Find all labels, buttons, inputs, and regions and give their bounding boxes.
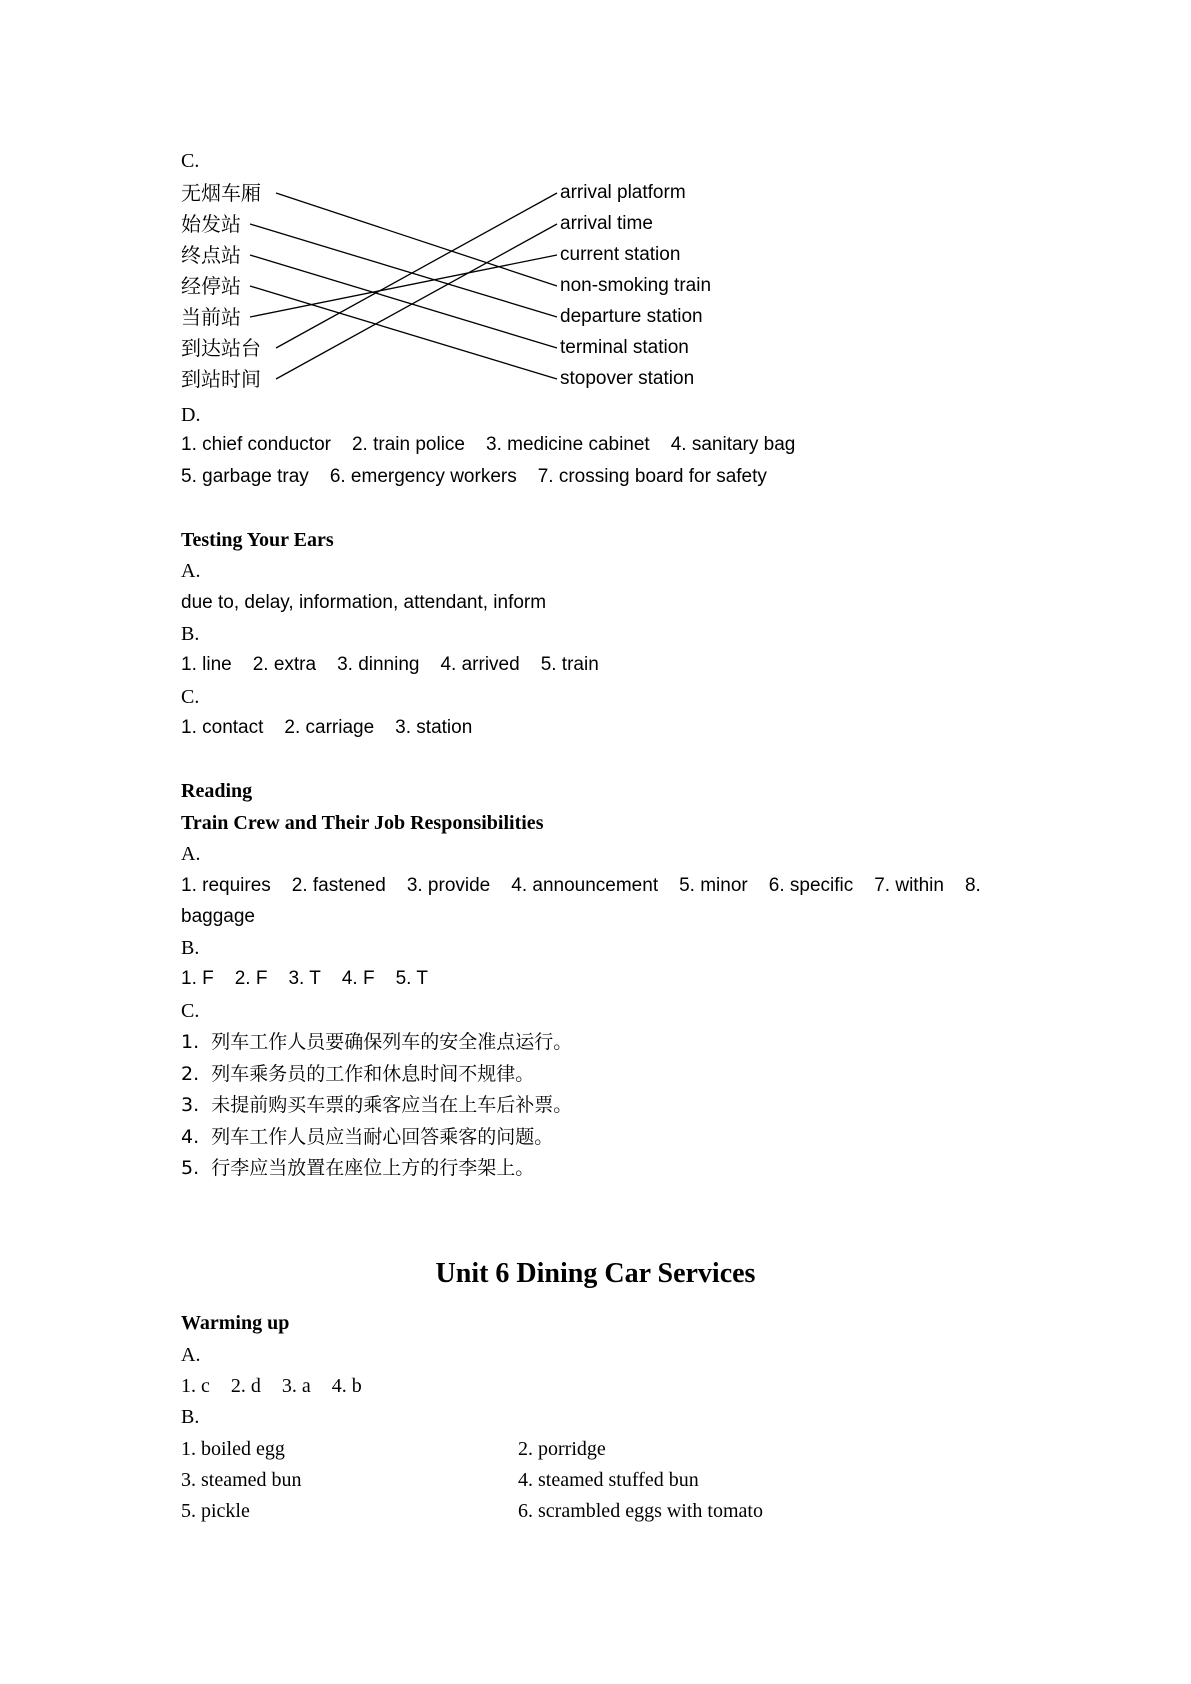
match-left-5: 当前站 <box>181 305 241 329</box>
matching-lines <box>0 0 1191 420</box>
reading-b-items <box>181 967 449 991</box>
match-right-2: arrival time <box>560 213 653 234</box>
match-left-2: 始发站 <box>181 212 241 236</box>
tb-item-1: 1. line <box>181 654 232 675</box>
tc-item-3: 3. station <box>395 717 473 738</box>
d-item-7: 7. crossing board for safety <box>537 466 767 487</box>
warming-b-left-2: 3. steamed bun <box>181 1469 302 1491</box>
match-line-1 <box>276 193 557 286</box>
tb-item-5: 5. train <box>540 654 599 675</box>
warming-b-left-1: 1. boiled egg <box>181 1438 285 1460</box>
section-d-row1 <box>181 433 816 457</box>
match-line-4 <box>250 286 557 379</box>
match-line-5 <box>250 255 557 317</box>
wa-item-2: 2. d <box>230 1375 261 1397</box>
reading-a-items <box>181 874 1002 898</box>
ra-item-2: 2. fastened <box>291 875 386 896</box>
match-left-1: 无烟车厢 <box>181 181 261 205</box>
d-item-3: 3. medicine cabinet <box>486 434 650 455</box>
testing-c-items <box>181 716 493 740</box>
d-item-4: 4. sanitary bag <box>670 434 796 455</box>
reading-c-item-3: 3. 未提前购买车票的乘客应当在上车后补票。 <box>181 1094 573 1116</box>
ra-item-8: 8. <box>964 875 981 896</box>
d-item-1: 1. chief conductor <box>181 434 331 455</box>
warming-a-items <box>181 1374 383 1398</box>
reading-a-wrap: baggage <box>181 906 255 927</box>
reading-subheading: Train Crew and Their Job Responsibilities <box>181 812 544 834</box>
warming-a-label: A. <box>181 1344 201 1366</box>
tc-item-1: 1. contact <box>181 717 264 738</box>
match-left-7: 到站时间 <box>181 367 261 391</box>
rb-item-5: 5. T <box>395 968 428 989</box>
warming-heading: Warming up <box>181 1312 290 1334</box>
rb-item-2: 2. F <box>234 968 268 989</box>
wa-item-3: 3. a <box>281 1375 311 1397</box>
match-line-6 <box>276 193 557 348</box>
match-right-7: stopover station <box>560 368 695 389</box>
match-right-6: terminal station <box>560 337 689 358</box>
reading-a-label: A. <box>181 843 201 865</box>
match-line-7 <box>276 224 557 379</box>
ra-item-6: 6. specific <box>768 875 854 896</box>
warming-b-label: B. <box>181 1406 200 1428</box>
tc-item-2: 2. carriage <box>284 717 375 738</box>
testing-a-label: A. <box>181 560 201 582</box>
match-right-1: arrival platform <box>560 182 686 203</box>
reading-c-item-2: 2. 列车乘务员的工作和休息时间不规律。 <box>181 1063 535 1085</box>
d-item-6: 6. emergency workers <box>329 466 517 487</box>
wa-item-1: 1. c <box>181 1375 210 1397</box>
reading-c-label: C. <box>181 1000 200 1022</box>
section-c-label: C. <box>181 150 200 172</box>
reading-heading: Reading <box>181 780 253 802</box>
rb-item-3: 3. T <box>288 968 321 989</box>
ra-item-3: 3. provide <box>406 875 491 896</box>
ra-item-4: 4. announcement <box>511 875 659 896</box>
ra-item-1: 1. requires <box>181 875 271 896</box>
d-item-5: 5. garbage tray <box>181 466 309 487</box>
warming-b-right-3: 6. scrambled eggs with tomato <box>518 1500 763 1522</box>
testing-heading: Testing Your Ears <box>181 529 334 551</box>
d-item-2: 2. train police <box>351 434 465 455</box>
tb-item-4: 4. arrived <box>440 654 520 675</box>
rb-item-4: 4. F <box>341 968 375 989</box>
warming-b-right-1: 2. porridge <box>518 1438 606 1460</box>
wa-item-4: 4. b <box>331 1375 362 1397</box>
match-right-5: departure station <box>560 306 703 327</box>
unit-title: Unit 6 Dining Car Services <box>435 1258 756 1289</box>
reading-b-label: B. <box>181 937 200 959</box>
section-d-row2 <box>181 465 788 489</box>
tb-item-3: 3. dinning <box>337 654 420 675</box>
match-left-3: 终点站 <box>181 243 241 267</box>
match-line-3 <box>250 255 557 348</box>
match-left-4: 经停站 <box>181 274 241 298</box>
match-right-3: current station <box>560 244 681 265</box>
match-left-6: 到达站台 <box>181 336 261 360</box>
testing-b-label: B. <box>181 623 200 645</box>
testing-b-items <box>181 653 620 677</box>
rb-item-1: 1. F <box>181 968 214 989</box>
section-d-label: D. <box>181 404 201 426</box>
reading-c-item-1: 1. 列车工作人员要确保列车的安全准点运行。 <box>181 1031 573 1053</box>
tb-item-2: 2. extra <box>252 654 317 675</box>
reading-c-item-4: 4. 列车工作人员应当耐心回答乘客的问题。 <box>181 1126 554 1148</box>
warming-b-right-2: 4. steamed stuffed bun <box>518 1469 699 1491</box>
reading-c-item-5: 5. 行李应当放置在座位上方的行李架上。 <box>181 1157 535 1179</box>
testing-c-label: C. <box>181 686 200 708</box>
ra-item-7: 7. within <box>874 875 944 896</box>
match-right-4: non-smoking train <box>560 275 712 296</box>
warming-b-left-3: 5. pickle <box>181 1500 250 1522</box>
ra-item-5: 5. minor <box>679 875 748 896</box>
testing-a-text: due to, delay, information, attendant, inform <box>181 592 547 613</box>
